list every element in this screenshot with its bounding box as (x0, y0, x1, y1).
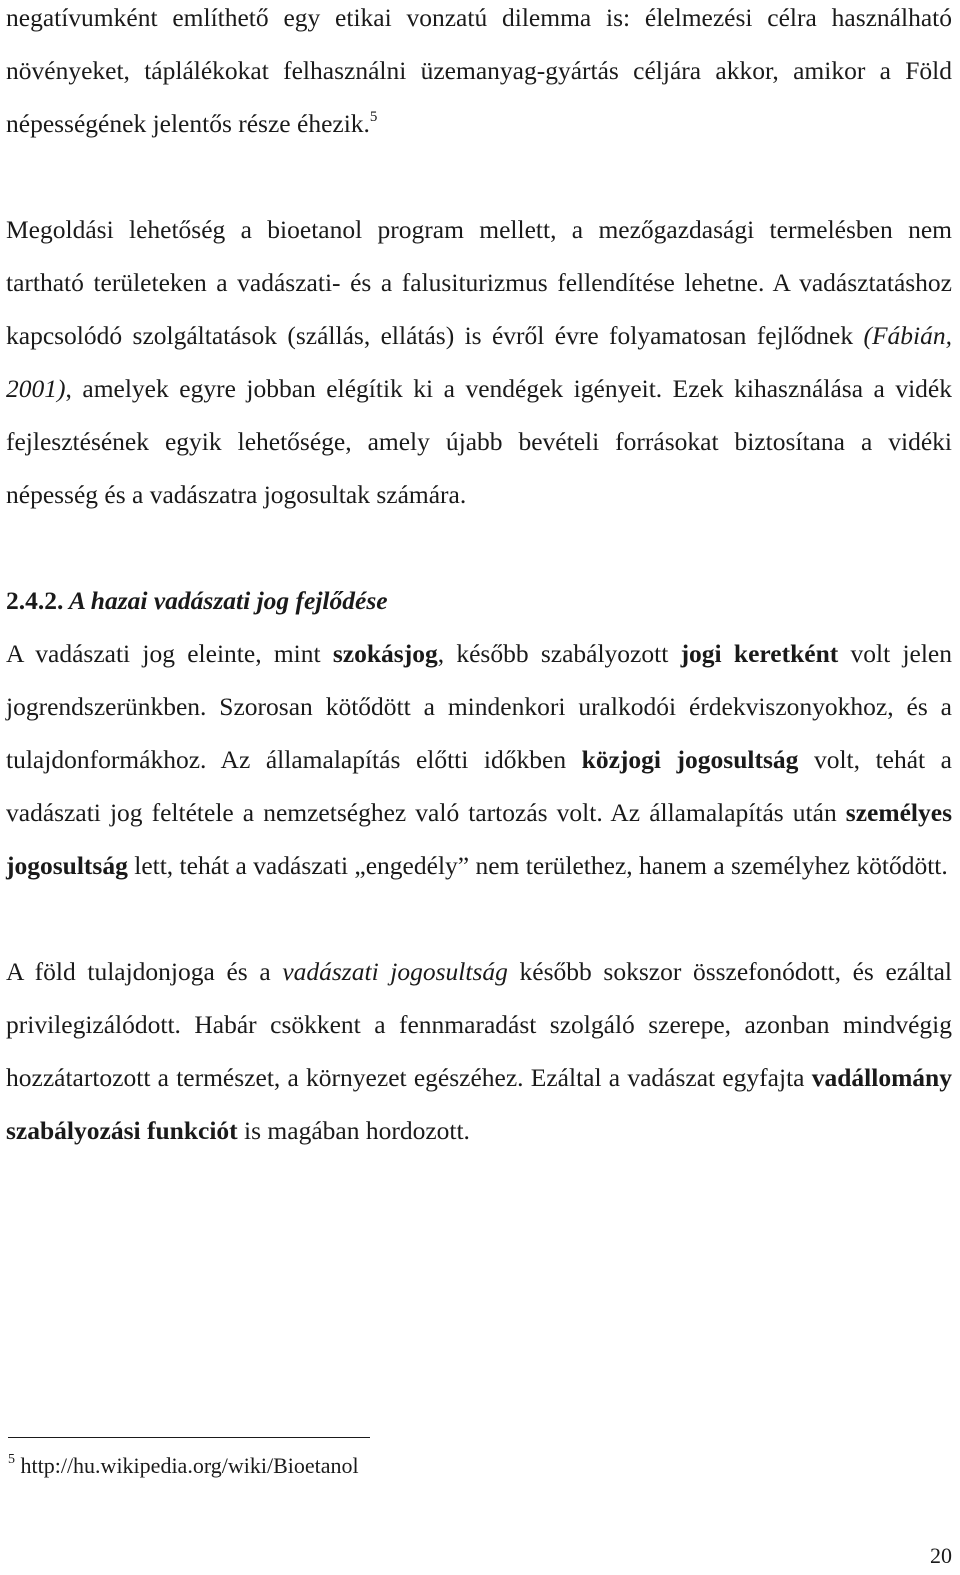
document-page (6, 0, 952, 1157)
section-title: A hazai vadászati jog fejlődése (68, 586, 388, 615)
term-customary-law: szokásjog (332, 639, 438, 668)
term-game-regulation-function: vadállomány szabályozási funkciót (6, 1063, 952, 1145)
term-personal-entitlement: személyes jogosultság (6, 798, 952, 880)
paragraph-gap (6, 892, 952, 945)
term-public-law-entitlement: közjogi jogosultság (581, 745, 799, 774)
term-legal-framework: jogi keretként (680, 639, 839, 668)
paragraph-3-text: volt, tehát a vadászati jog feltétele a nemzetséghez való tartozás volt. Az államalapítás után (6, 745, 953, 827)
paragraph-4-text: A föld tulajdonjoga és a (6, 957, 283, 986)
paragraph-gap (6, 150, 952, 203)
paragraph-1 (6, 0, 952, 150)
section-number: 2.4.2. (6, 586, 64, 615)
footnote-link[interactable]: http://hu.wikipedia.org/wiki/Bioetanol (20, 1453, 359, 1478)
paragraph-3-text: A vadászati jog eleinte, mint (6, 639, 333, 668)
paragraph-4-text: is magában hordozott. (237, 1116, 470, 1145)
footnote-marker: 5 (8, 1452, 15, 1467)
paragraph-3 (6, 627, 952, 892)
section-heading (6, 574, 952, 627)
paragraph-1-text: negatívumként említhető egy etikai vonzatú dilemma is: élelmezési célra használható növényeket, táplálékokat felhasználni üzemanyag-gyártás céljára akkor, amikor a Föld népességének jelentős része éhezik. (6, 3, 952, 138)
paragraph-2-text-end: , amelyek egyre jobban elégítik ki a vendégek igényeit. Ezek kihasználása a vidék fejlesztésének egyik lehetősége, amely újabb bevételi forrásokat biztosítana a vidéki népesség és a vadászatra jogosultak számára. (6, 374, 952, 509)
paragraph-4-text: később sokszor összefonódott, és ezáltal privilegizálódott. Habár csökkent a fennmaradást szolgáló szerepe, azonban mindvégig hozzátartozott a természet, a környezet egészéhez. Ezáltal a vadászat egyfajta (6, 957, 953, 1092)
paragraph-3-text: lett, tehát a vadászati „engedély” nem területhez, hanem a személyhez kötődött. (127, 851, 948, 880)
page-number: 20 (930, 1543, 952, 1568)
citation: (Fábián, 2001) (6, 321, 952, 403)
footnote (8, 1452, 359, 1480)
paragraph-gap (6, 521, 952, 574)
paragraph-3-text: , később szabályozott (437, 639, 681, 668)
paragraph-4 (6, 945, 952, 1157)
paragraph-2-text-start: Megoldási lehetőség a bioetanol program mellett, a mezőgazdasági termelésben nem tartható területeken a vadászati- és a falusiturizmus fellendítése lehetne. A vadásztatáshoz kapcsolódó szolgáltatások (szállás, ellátás) is évről évre folyamatosan fejlődnek (6, 215, 952, 350)
paragraph-3-text: volt jelen jogrendszerünkben. Szorosan kötődött a mindenkori uralkodói érdekviszonyokhoz, és a tulajdonformákhoz. Az államalapítás előtti időkben (6, 639, 952, 774)
footnote-reference[interactable]: 5 (369, 109, 378, 125)
term-hunting-entitlement: vadászati jogosultság (282, 957, 508, 986)
paragraph-2 (6, 203, 952, 521)
footnote-separator (8, 1437, 370, 1438)
